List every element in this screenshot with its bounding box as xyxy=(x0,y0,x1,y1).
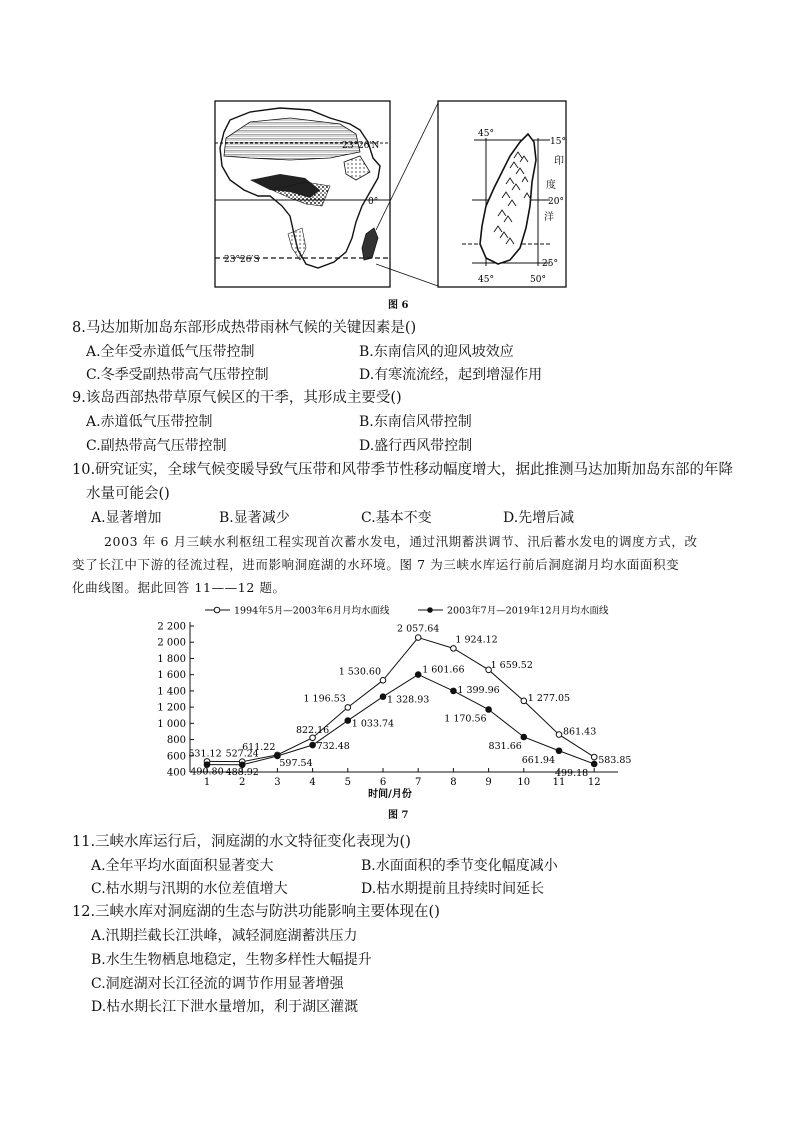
series-2-data-label: 597.54 xyxy=(279,757,313,769)
series-2-data-label: 499.18 xyxy=(554,767,589,779)
series-2-point xyxy=(310,742,316,748)
africa-label-tropic-s: 23°26′S xyxy=(224,255,260,265)
chart-legend xyxy=(205,605,609,617)
series-2-point xyxy=(556,748,562,754)
question-12-option-b: B.水生生物栖息地稳定，生物多样性大幅提升 xyxy=(91,952,372,968)
madagascar-label-lon-bottom-50: 50° xyxy=(530,275,546,285)
x-tick-label: 6 xyxy=(379,777,387,788)
y-tick-label: 1 200 xyxy=(157,702,186,714)
series-1-data-label: 611.22 xyxy=(242,741,276,753)
question-12-option-d: D.枯水期长江下泄水量增加，利于湖区灌溉 xyxy=(91,999,359,1015)
madagascar-label-lat-20: 20° xyxy=(548,197,564,207)
x-axis-title: 时间/月份 xyxy=(368,789,412,800)
legend-label-series-2: 2003年7月—2019年12月月均水面线 xyxy=(447,605,609,617)
madagascar-label-lon-bottom-45: 45° xyxy=(478,275,494,285)
series-1-data-label: 531.12 xyxy=(188,748,222,760)
question-9-option-a: A.赤道低气压带控制 xyxy=(86,414,213,430)
x-tick-label: 9 xyxy=(485,777,492,788)
x-tick-label: 5 xyxy=(344,777,351,788)
x-tick-label: 4 xyxy=(309,777,316,788)
series-1-data-label: 527.24 xyxy=(225,748,259,760)
figure-7-caption: 图 7 xyxy=(388,810,409,821)
question-8-option-a: A.全年受赤道低气压带控制 xyxy=(86,344,255,360)
passage-line-1: 2003 年 6 月三峡水利枢纽工程实现首次蓄水发电，通过汛期蓄洪调节、汛后蓄水发电的调度方式，改 xyxy=(104,534,698,549)
question-11-option-a: A.全年平均水面面积显著变大 xyxy=(91,858,274,874)
question-8-option-d: D.有寒流流经，起到增湿作用 xyxy=(359,367,543,383)
x-tick-label: 1 xyxy=(203,777,211,788)
series-2-data-label: 661.94 xyxy=(521,754,555,766)
series-1-point xyxy=(380,677,386,683)
question-8-stem: 8.马达加斯加岛东部形成热带雨林气候的关键因素是() xyxy=(72,320,417,336)
figure-7-chart xyxy=(150,600,650,802)
madagascar-label-ocean-1: 印 xyxy=(554,156,564,167)
series-1-point xyxy=(345,705,351,711)
x-tick-label: 12 xyxy=(587,777,601,788)
series-1-data-label: 861.43 xyxy=(563,726,597,738)
question-10-option-c: C.基本不变 xyxy=(361,510,432,526)
series-1-data-label: 1 659.52 xyxy=(490,659,533,671)
series-1-point xyxy=(451,646,457,652)
series-1-point xyxy=(591,754,597,760)
series-1-point xyxy=(415,635,421,641)
series-2-data-label: 490.80 xyxy=(190,766,224,778)
x-tick-label: 2 xyxy=(239,777,246,788)
series-1-point xyxy=(310,735,316,741)
series-1-point xyxy=(521,698,527,704)
series-2-data-label: 1 033.74 xyxy=(351,718,395,730)
series-2-data-label: 488.92 xyxy=(225,766,259,778)
question-10-option-a: A.显著增加 xyxy=(91,510,162,526)
series-2-point xyxy=(380,694,386,700)
series-2-point xyxy=(521,734,527,740)
question-12-option-c: C.洞庭湖对长江径流的调节作用显著增强 xyxy=(91,976,344,992)
series-2-data-label: 1 399.96 xyxy=(457,684,500,696)
question-9-option-d: D.盛行西风带控制 xyxy=(359,438,473,454)
africa-label-equator: 0° xyxy=(368,197,379,207)
legend-marker-filled xyxy=(427,607,433,613)
y-tick-label: 400 xyxy=(166,767,186,779)
x-tick-label: 3 xyxy=(274,777,281,788)
figure-6-caption: 图 6 xyxy=(388,300,409,311)
series-2-point xyxy=(345,718,351,724)
question-12-option-a: A.汛期拦截长江洪峰，减轻洞庭湖蓄洪压力 xyxy=(91,928,358,944)
x-tick-label: 10 xyxy=(517,777,531,788)
question-10-stem-line-2: 水量可能会() xyxy=(86,486,170,502)
series-2-point xyxy=(451,688,457,694)
y-tick-label: 1 000 xyxy=(157,718,186,730)
question-9-option-c: C.副热带高气压带控制 xyxy=(86,438,227,454)
madagascar-label-lat-15: 15° xyxy=(550,137,566,147)
question-8-option-b: B.东南信风的迎风坡效应 xyxy=(359,344,514,360)
series-1-data-label: 1 277.05 xyxy=(527,692,571,704)
figure-6-maps xyxy=(210,98,570,294)
series-2-point xyxy=(591,761,597,767)
series-2-data-label: 1 601.66 xyxy=(422,664,465,676)
question-9-option-b: B.东南信风带控制 xyxy=(359,414,472,430)
y-tick-label: 2 000 xyxy=(157,637,186,649)
question-11-stem: 11.三峡水库运行后，洞庭湖的水文特征变化表现为() xyxy=(72,834,411,850)
series-1-data-label: 822.16 xyxy=(295,724,330,736)
madagascar-label-ocean-3: 洋 xyxy=(544,212,554,223)
question-8-option-c: C.冬季受副热带高气压带控制 xyxy=(86,367,269,383)
series-1-data-label: 2 057.64 xyxy=(397,623,440,635)
y-tick-label: 1 400 xyxy=(157,686,186,698)
x-tick-label: 7 xyxy=(415,777,422,788)
series-1-data-label: 583.85 xyxy=(598,755,632,767)
series-1-data-label: 1 530.60 xyxy=(338,666,381,678)
y-tick-label: 800 xyxy=(166,735,186,747)
question-10-option-d: D.先增后减 xyxy=(503,510,575,526)
series-2-data-label: 1 328.93 xyxy=(387,694,430,706)
series-2-point xyxy=(486,707,492,713)
series-1-point xyxy=(556,732,562,738)
madagascar-label-lon-top: 45° xyxy=(478,129,494,139)
legend-label-series-1: 1994年5月—2003年6月月均水面线 xyxy=(234,605,390,617)
question-12-stem: 12.三峡水库对洞庭湖的生态与防洪功能影响主要体现在() xyxy=(72,904,440,920)
question-11-option-b: B.水面面积的季节变化幅度减小 xyxy=(361,858,558,874)
x-tick-label: 8 xyxy=(450,777,457,788)
series-2-data-label: 1 170.56 xyxy=(444,713,487,725)
series-1-data-label: 1 196.53 xyxy=(303,693,346,705)
y-tick-label: 1 600 xyxy=(157,670,186,682)
question-11-option-d: D.枯水期提前且持续时间延长 xyxy=(361,881,545,897)
series-2-data-label: 732.48 xyxy=(316,741,350,753)
series-1-data-label: 1 924.12 xyxy=(455,634,498,646)
question-10-stem-line-1: 10.研究证实，全球气候变暖导致气压带和风带季节性移动幅度增大，据此推测马达加斯加岛东部的年降 xyxy=(72,462,734,478)
madagascar-label-ocean-2: 度 xyxy=(546,180,556,191)
madagascar-label-lat-25: 25° xyxy=(542,259,558,269)
legend-marker-open xyxy=(214,607,220,613)
x-tick-label: 11 xyxy=(552,777,566,788)
passage-line-2: 变了长江中下游的径流过程，进而影响洞庭湖的水环境。图 7 为三峡水库运行前后洞庭湖月均水面面积变 xyxy=(72,557,680,572)
question-10-option-b: B.显著减少 xyxy=(219,510,290,526)
africa-label-tropic-n: 23°26′N xyxy=(342,141,380,151)
y-tick-label: 600 xyxy=(166,751,186,763)
question-11-option-c: C.枯水期与汛期的水位差值增大 xyxy=(91,881,288,897)
y-tick-label: 2 200 xyxy=(157,621,186,633)
series-2-point xyxy=(415,672,421,678)
passage-line-3: 化曲线图。据此回答 11——12 题。 xyxy=(72,580,286,595)
question-9-stem: 9.该岛西部热带草原气候区的干季，其形成主要受() xyxy=(72,390,402,406)
series-2-data-label: 831.66 xyxy=(488,740,522,752)
y-tick-label: 1 800 xyxy=(157,653,186,665)
